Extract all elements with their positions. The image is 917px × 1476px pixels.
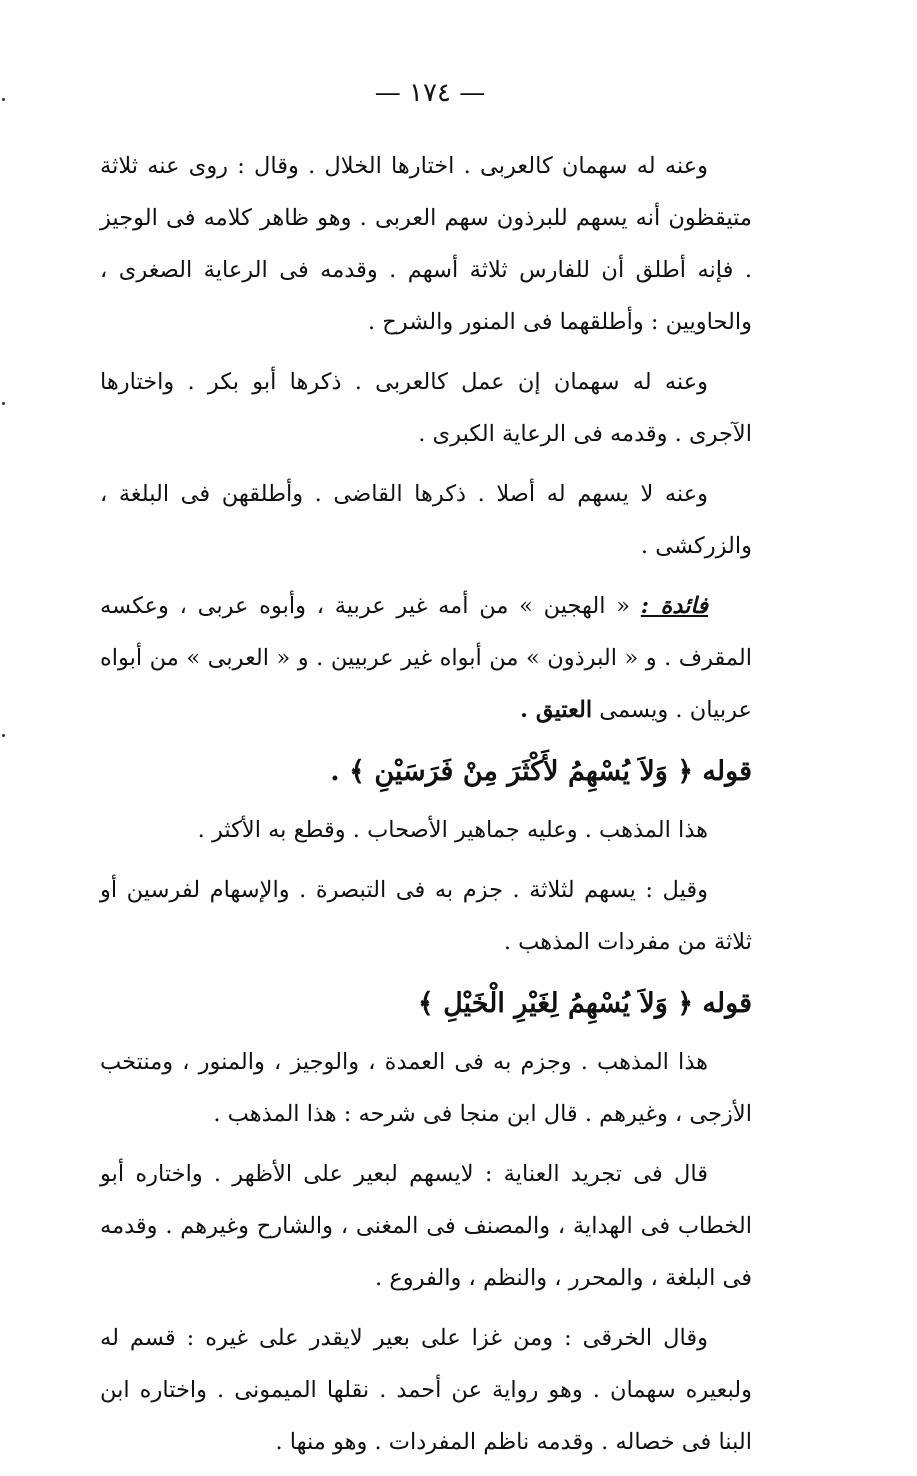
paragraph: وعنه له سهمان إن عمل كالعربى . ذكرها أبو بكر . واختارها الآجرى . وقدمه فى الرعاية الكبرى .: [100, 369, 752, 447]
faida-paragraph: [100, 580, 752, 736]
section-heading: قوله ﴿ وَلاَ يُسْهِمُ لِغَيْرِ الْخَيْلِ ﴾: [417, 988, 752, 1019]
faida-text-end: العتيق .: [520, 697, 593, 723]
paragraph: وعنه لا يسهم له أصلا . ذكرها القاضى . وأطلقهن فى البلغة ، والزركشى .: [100, 481, 752, 559]
paragraph: قال فى تجريد العناية : لايسهم لبعير على الأظهر . واختاره أبو الخطاب فى الهداية ، والمصنف فى المغنى ، والشارح وغيرهم . وقدمه فى البلغة ، والمحرر ، والنظم ، والفروع .: [100, 1161, 752, 1291]
paragraph: وقال الخرقى : ومن غزا على بعير لايقدر على غيره : قسم له ولبعيره سهمان . وهو رواية عن أحمد . نقلها الميمونى . واختاره ابن البنا فى خصاله . وقدمه ناظم المفردات . وهو منها .: [100, 1325, 752, 1455]
faida-text: « الهجين » من أمه غير عربية ، وأبوه عربى ، وعكسه المقرف . و « البرذون » من أبواه غير عربيين . و « العربى » من أبواه عربيان . ويسمى: [100, 593, 752, 723]
paragraph: وقيل : يسهم لثلاثة . جزم به فى التبصرة . والإسهام لفرسين أو ثلاثة من مفردات المذهب .: [100, 877, 752, 955]
paragraph: هذا المذهب . وعليه جماهير الأصحاب . وقطع به الأكثر .: [197, 817, 708, 843]
section-heading: قوله ﴿ وَلاَ يُسْهِمُ لأَكْثَرَ مِنْ فَرَسَيْنِ ﴾ .: [330, 756, 752, 787]
paragraph: وعنه له سهمان كالعربى . اختارها الخلال . وقال : روى عنه ثلاثة متيقظون أنه يسهم للبرذون سهم العربى . وهو ظاهر كلامه فى الوجيز . فإنه أطلق أن للفارس ثلاثة أسهم . وقدمه فى الرعاية الصغرى ، والحاويين : وأطلقهما فى المنور والشرح .: [100, 153, 752, 335]
page-body: [100, 140, 752, 1476]
margin-mark: [2, 734, 5, 737]
margin-mark: [2, 402, 5, 405]
paragraph: هذا المذهب . وجزم به فى العمدة ، والوجيز ، والمنور ، ومنتخب الأزجى ، وغيرهم . قال ابن منجا فى شرحه : هذا المذهب .: [100, 1049, 752, 1127]
faida-label: فائدة :: [640, 593, 708, 619]
page-number: — ١٧٤ —: [374, 78, 486, 108]
